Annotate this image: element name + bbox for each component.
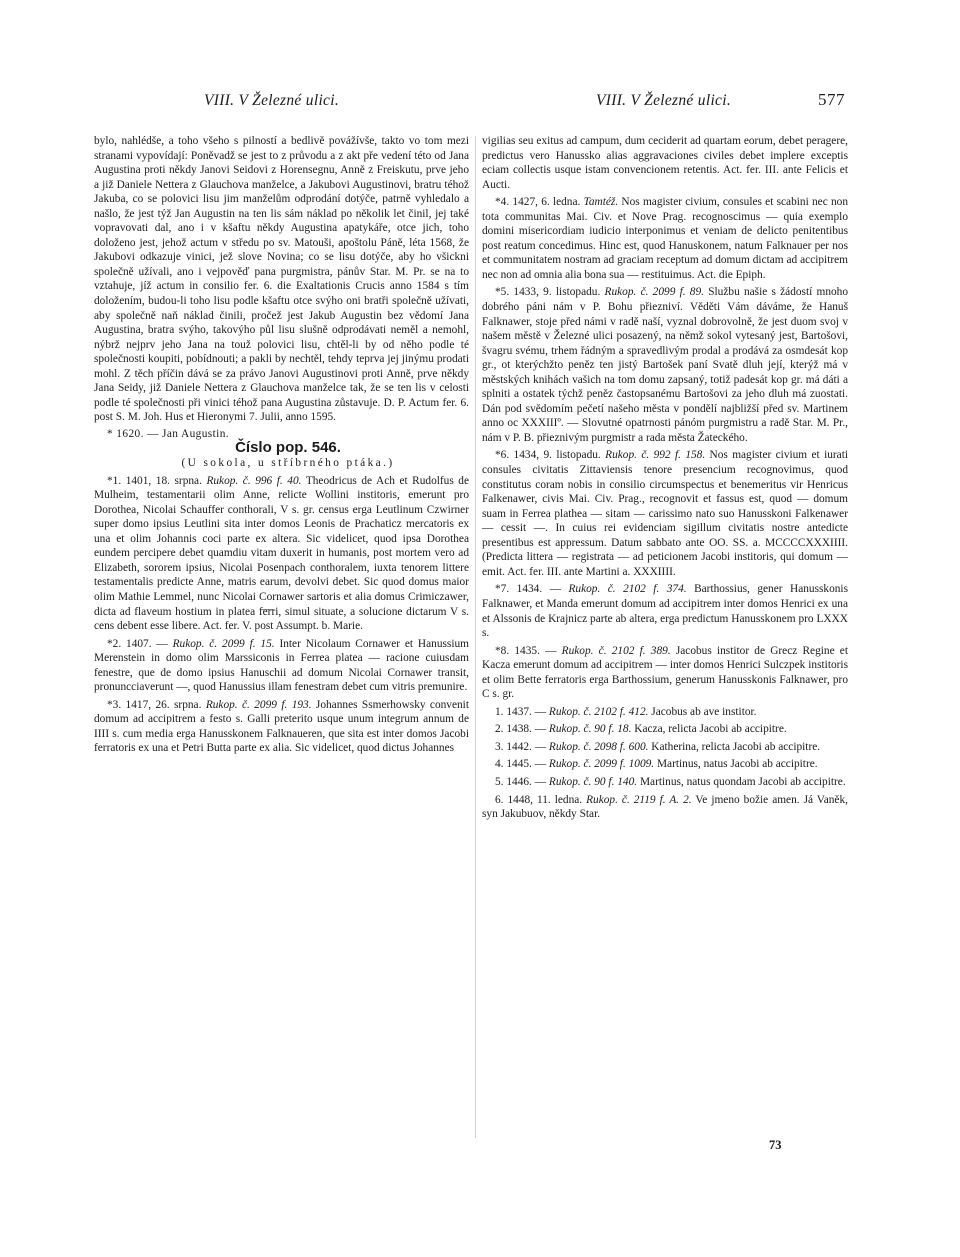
- entry-lead: *8. 1435. —: [495, 644, 562, 657]
- entry-7: [482, 582, 848, 640]
- column-divider: [475, 136, 476, 1138]
- entry-f3: [482, 740, 848, 755]
- entry-text: Martinus, natus quondam Jacobi ab accipitre.: [637, 775, 846, 788]
- entry-source: Tamtéž.: [583, 196, 619, 209]
- running-head-right: VIII. V Železné ulici.: [596, 92, 732, 109]
- entry-text: Jacobus ab ave institor.: [648, 705, 757, 718]
- entry-text: Nos magister civium et iurati consules civitatis Zittaviensis tenore presencium recognovimus, quod constitutus coram nobis in consilio circumspectus et benemeritus vir Henricus Falkenawer, civis Mai. Civ. Prag., recognovit et fassus est, quod — domum suam in Ferrea plathea — sitam — carissimo nato suo Hanusskoni Falkenawer — cessit —. In cuius rei evidenciam sigillum civitatis nostre antedicte presentibus est appressum. Datum sabbato ante OO. SS. a. MCCCCXXXIIII. (Predicta littera — registrata — ad peticionem Jacobi institoris, qui domum — emit. Act. fer. III. ante Martini a. XXXIIII.: [482, 449, 849, 578]
- entry-source: Rukop. č. 2119 f. A. 2.: [586, 793, 692, 806]
- entry-f2: [482, 722, 848, 737]
- entry-lead: *5. 1433, 9. listopadu.: [495, 286, 605, 299]
- entry-source: Rukop. č. 996 f. 40.: [206, 474, 302, 487]
- entry-lead: 3. 1442. —: [495, 740, 549, 753]
- entry-1: [94, 474, 469, 634]
- entry-text: Kacza, relicta Jacobi ab accipitre.: [631, 723, 787, 736]
- entry-lead: 5. 1446. —: [495, 775, 549, 788]
- entry-source: Rukop. č. 90 f. 18.: [548, 723, 632, 736]
- entry-text: Nos magister civium, consules et scabini nec non tota communitas Mai. Civ. et Nove Prag. recognoscimus — quia exemplo domini misericordiam iudicio interponimus et veniam de delicto penitentibus post reatum concedimus. Hinc est, quod Hanuskonem, natum Falknauer per nos et communitatem nostram ad graciam receptum ad domum dictam ad accipitrem nec non ad omnia alia bona sua — restituimus. Act. die Epiph.: [482, 196, 848, 281]
- section-title: Číslo pop. 546.: [235, 439, 341, 457]
- entry-text: Službu našie s žádostí mnoho dobrého páni nám v P. Bohu přiezniví. Věděti Vám dáváme, že Hanuš Falknawer, stoje před námi v radě naší, vyznal dobrovolně, že jest duom svoj v našem městě v Železné ulici posazený, na němž sokol vytesaný jest, Bartošovi, švagru svému, trhem řádným a spravedlivým prodal a prodává za osmdesát kop gr., ot kterýchžto peněz ten jistý Bartošek paní Svatě dluh její, kterýž má v městských knihách vašich na tom domu zapsaný, totiž padesát kop gr. má dáti a splniti a ostatek týchž peněz častopsanému Bartošovi za jeho dluh má zuostati. Dán pod svědomím pečetí našeho města v pondělí najbližší před sv. Martinem anno oc XXXIIIº. — Slovutné opatrnosti pánóm purgmistru a radě Star. M. Pr., nám v P. B. přieznivým purgmistr a rada města Žateckého.: [482, 286, 849, 444]
- entry-text: Ve jmeno božie amen. Já Vaněk, syn Jakubuov, někdy Star.: [482, 793, 848, 821]
- entry-f5: [482, 775, 848, 790]
- signature-folio: 73: [769, 1138, 782, 1152]
- entry-lead: *7. 1434. —: [495, 583, 569, 596]
- entry-source: Rukop. č. 2102 f. 374.: [568, 583, 687, 596]
- entry-source: Rukop. č. 2099 f. 1009.: [548, 758, 655, 771]
- entry-lead: *2. 1407. —: [107, 637, 173, 650]
- left-column: [94, 134, 469, 756]
- entry-f4: [482, 757, 848, 772]
- entry-f1: [482, 705, 848, 720]
- entry-lead: *6. 1434, 9. listopadu.: [495, 449, 606, 462]
- entry-source: Rukop. č. 992 f. 158.: [605, 449, 706, 462]
- entry-lead: 6. 1448, 11. ledna.: [495, 793, 587, 806]
- entry-f6: [482, 793, 848, 822]
- entry-source: Rukop. č. 2099 f. 89.: [604, 286, 704, 299]
- entry-source: Rukop. č. 90 f. 140.: [548, 775, 638, 788]
- entry-3: [94, 698, 469, 756]
- continued-paragraph: bylo, nahlédše, a toho všeho s pilností a bedlivě povážívše, takto vo tom mezi stranami vypovídají: Poněvadž se jest to z průvodu a z akt pře vedení této od Jana Augustina proti někdy Janovi Seidovi z Horensegnu, Anně z Freiskutu, prve jeho a již Daniele Nettera z Glauchova manželce, a Jakubovi Augustinovi, bratru téhož Jakuba, co se polovici lisu jim manželům odprodání dotýče, patrně vyhledalo a našlo, že jest týž Jan Augustin na ten lis sám náklad po několik let činil, jej také vopravovati dal, ano i v kšaftu někdy Augustina apatykáře, otce jich, toho doloženo jest, jehož actum v středu po sv. Matouši, apoštolu Páně, léta 1568, že Jakubovi odkazuje vinici, jež slove Novina; co se lisu dotýče, aby ho všickni společně užívali, ano i vejpověď pana purgmistra, pánův Star. M. Pr. se na to vztahuje, jíž actum in consilio fer. 6. die Exaltationis Crucis anno 1584 s tím doložením, budou-li toho lisu podle kšaftu otce svýho oni bratři společně užívati, aby společně naň náklad činili, pročež jest Jakub Augustin bez vědomí Jana Augustina, bratra svýho, takovýho půl lisu slušně odprodávati neměl a nemohl, nýbrž nejprv jeho Jana na touž polovici lisu, chtěl-li by od něho podle té společnosti koupiti, pobídnouti; a pakli by nechtěl, tehdy teprva jej jinýmu prodati mohl. Z těch příčin dává se za právo Janovi Augustinovi proti Anně, prve někdy Jana Seidy, již Daniele Nettera z Glauchova manželce tak, že se ten lis v celosti podle té společnosti při vinici téhož pana Augustina zůstavuje. D. P. Actum fer. 6. post S. M. Joh. Hus et Hieronymi 7. Julii, anno 1595.: [94, 135, 469, 424]
- entry-text: Theodricus de Ach et Rudolfus de Mulheim, testamentarii olim Anne, relicte Wollini institoris, emerunt pro Dorothea, Nicolai Schauffer conthorali, V s. gr. census erga Leutlinum Czwirner super domo ipsius Leutlini sita inter domos Leonis de Prachaticz mercatoris ex una et olim Johannis coci parte ex altera. Sic videlicet, quod ipsa Dorothea eundem percipere debet quamdiu vitam duxerit in humanis, post mortem vero ad Elizabeth, sororem ipsius, Nicolai Posenpach conthoralem, iuxta tenorem littere testamentalis predicte Anne, matris earum, devolvi debet. Sic quod domus maior olim Mathie Lemmel, nunc Nicolai Cornawer sartoris et alia domus Crimiczawer, dicta ad flaveum hostium in platea ferri, simul situate, a solucione dictarum V s. cens debent esse libere. Act. fer. V. post Assumpt. b. Marie.: [94, 474, 470, 633]
- entry-6: [482, 448, 848, 579]
- entry-lead: 4. 1445. —: [495, 758, 549, 771]
- entry-source: Rukop. č. 2099 f. 15.: [172, 637, 275, 650]
- entry-8: [482, 644, 848, 702]
- entry-source: Rukop. č. 2102 f. 412.: [548, 705, 649, 718]
- entry-5: [482, 285, 848, 445]
- entry-text: Barthossius, gener Hanusskonis Falknawer, et Manda emerunt domum ad accipitrem inter domos Henrici ex una et Alssonis de Krajnicz parte ab altera, erga predictum Hanusskonem pro LXXX s.: [482, 583, 848, 640]
- entry-text: Jacobus institor de Grecz Regine et Kacza emerunt domum ad accipitrem — inter domos Henrici Sulczpek institoris et olim Bette ferratoris erga Barthossium, generum Hanusskonis Falknawer, pro C s. gr.: [482, 644, 848, 701]
- entry-lead: 2. 1438. —: [495, 723, 549, 736]
- section-subtitle: (U sokola, u stříbrného ptáka.): [181, 457, 395, 470]
- right-column: [482, 134, 848, 822]
- entry-lead: *4. 1427, 6. ledna.: [495, 196, 584, 209]
- signature-line: * 1620. — Jan Augustin.: [107, 427, 230, 440]
- running-head-left: VIII. V Železné ulici.: [204, 92, 340, 109]
- entry-source: Rukop. č. 2099 f. 193.: [205, 698, 312, 711]
- page-number: 577: [818, 90, 845, 109]
- entry-lead: *3. 1417, 26. srpna.: [107, 698, 206, 711]
- entry-2: [94, 637, 469, 695]
- entry-source: Rukop. č. 2098 f. 600.: [548, 740, 649, 753]
- entry-text: Inter Nicolaum Cornawer et Hanussium Merenstein in domo olim Marssiconis in Ferrea platea — racione cuiusdam fenestre, que de domo ipsius Hanuschii ad domum Nicolai Cornawer transit, pronuncciaverunt —, quod Hanussius illam fenestram debet cum vitris premunire.: [94, 637, 469, 694]
- entry-4: [482, 195, 848, 282]
- entry-lead: 1. 1437. —: [495, 705, 549, 718]
- entry-source: Rukop. č. 2102 f. 389.: [561, 644, 671, 657]
- entry-text: Martinus, natus Jacobi ab accipitre.: [654, 758, 818, 771]
- entry-text: Katherina, relicta Jacobi ab accipitre.: [648, 740, 821, 753]
- entry-text: Johannes Ssmerhowsky convenit domum ad accipitrem a festo s. Galli preterito usque unum integrum annum de IIII s. cum media erga Hanusskonem Falknaueren, que sita est inter domos Jacobi ferratoris ex una et Petri Butta parte ex alia. Sic videlicet, quod dictus Johannes: [94, 698, 469, 755]
- entry-lead: *1. 1401, 18. srpna.: [107, 474, 207, 487]
- continued-paragraph: vigilias seu exitus ad campum, dum ceciderit ad quartam eorum, debet peragere, predictus vero Hanussko alias aggravaciones civiles debet implere exceptis eciam collectis usque istam convencionem retentis. Act. fer. III. ante Felicis et Aucti.: [482, 135, 848, 191]
